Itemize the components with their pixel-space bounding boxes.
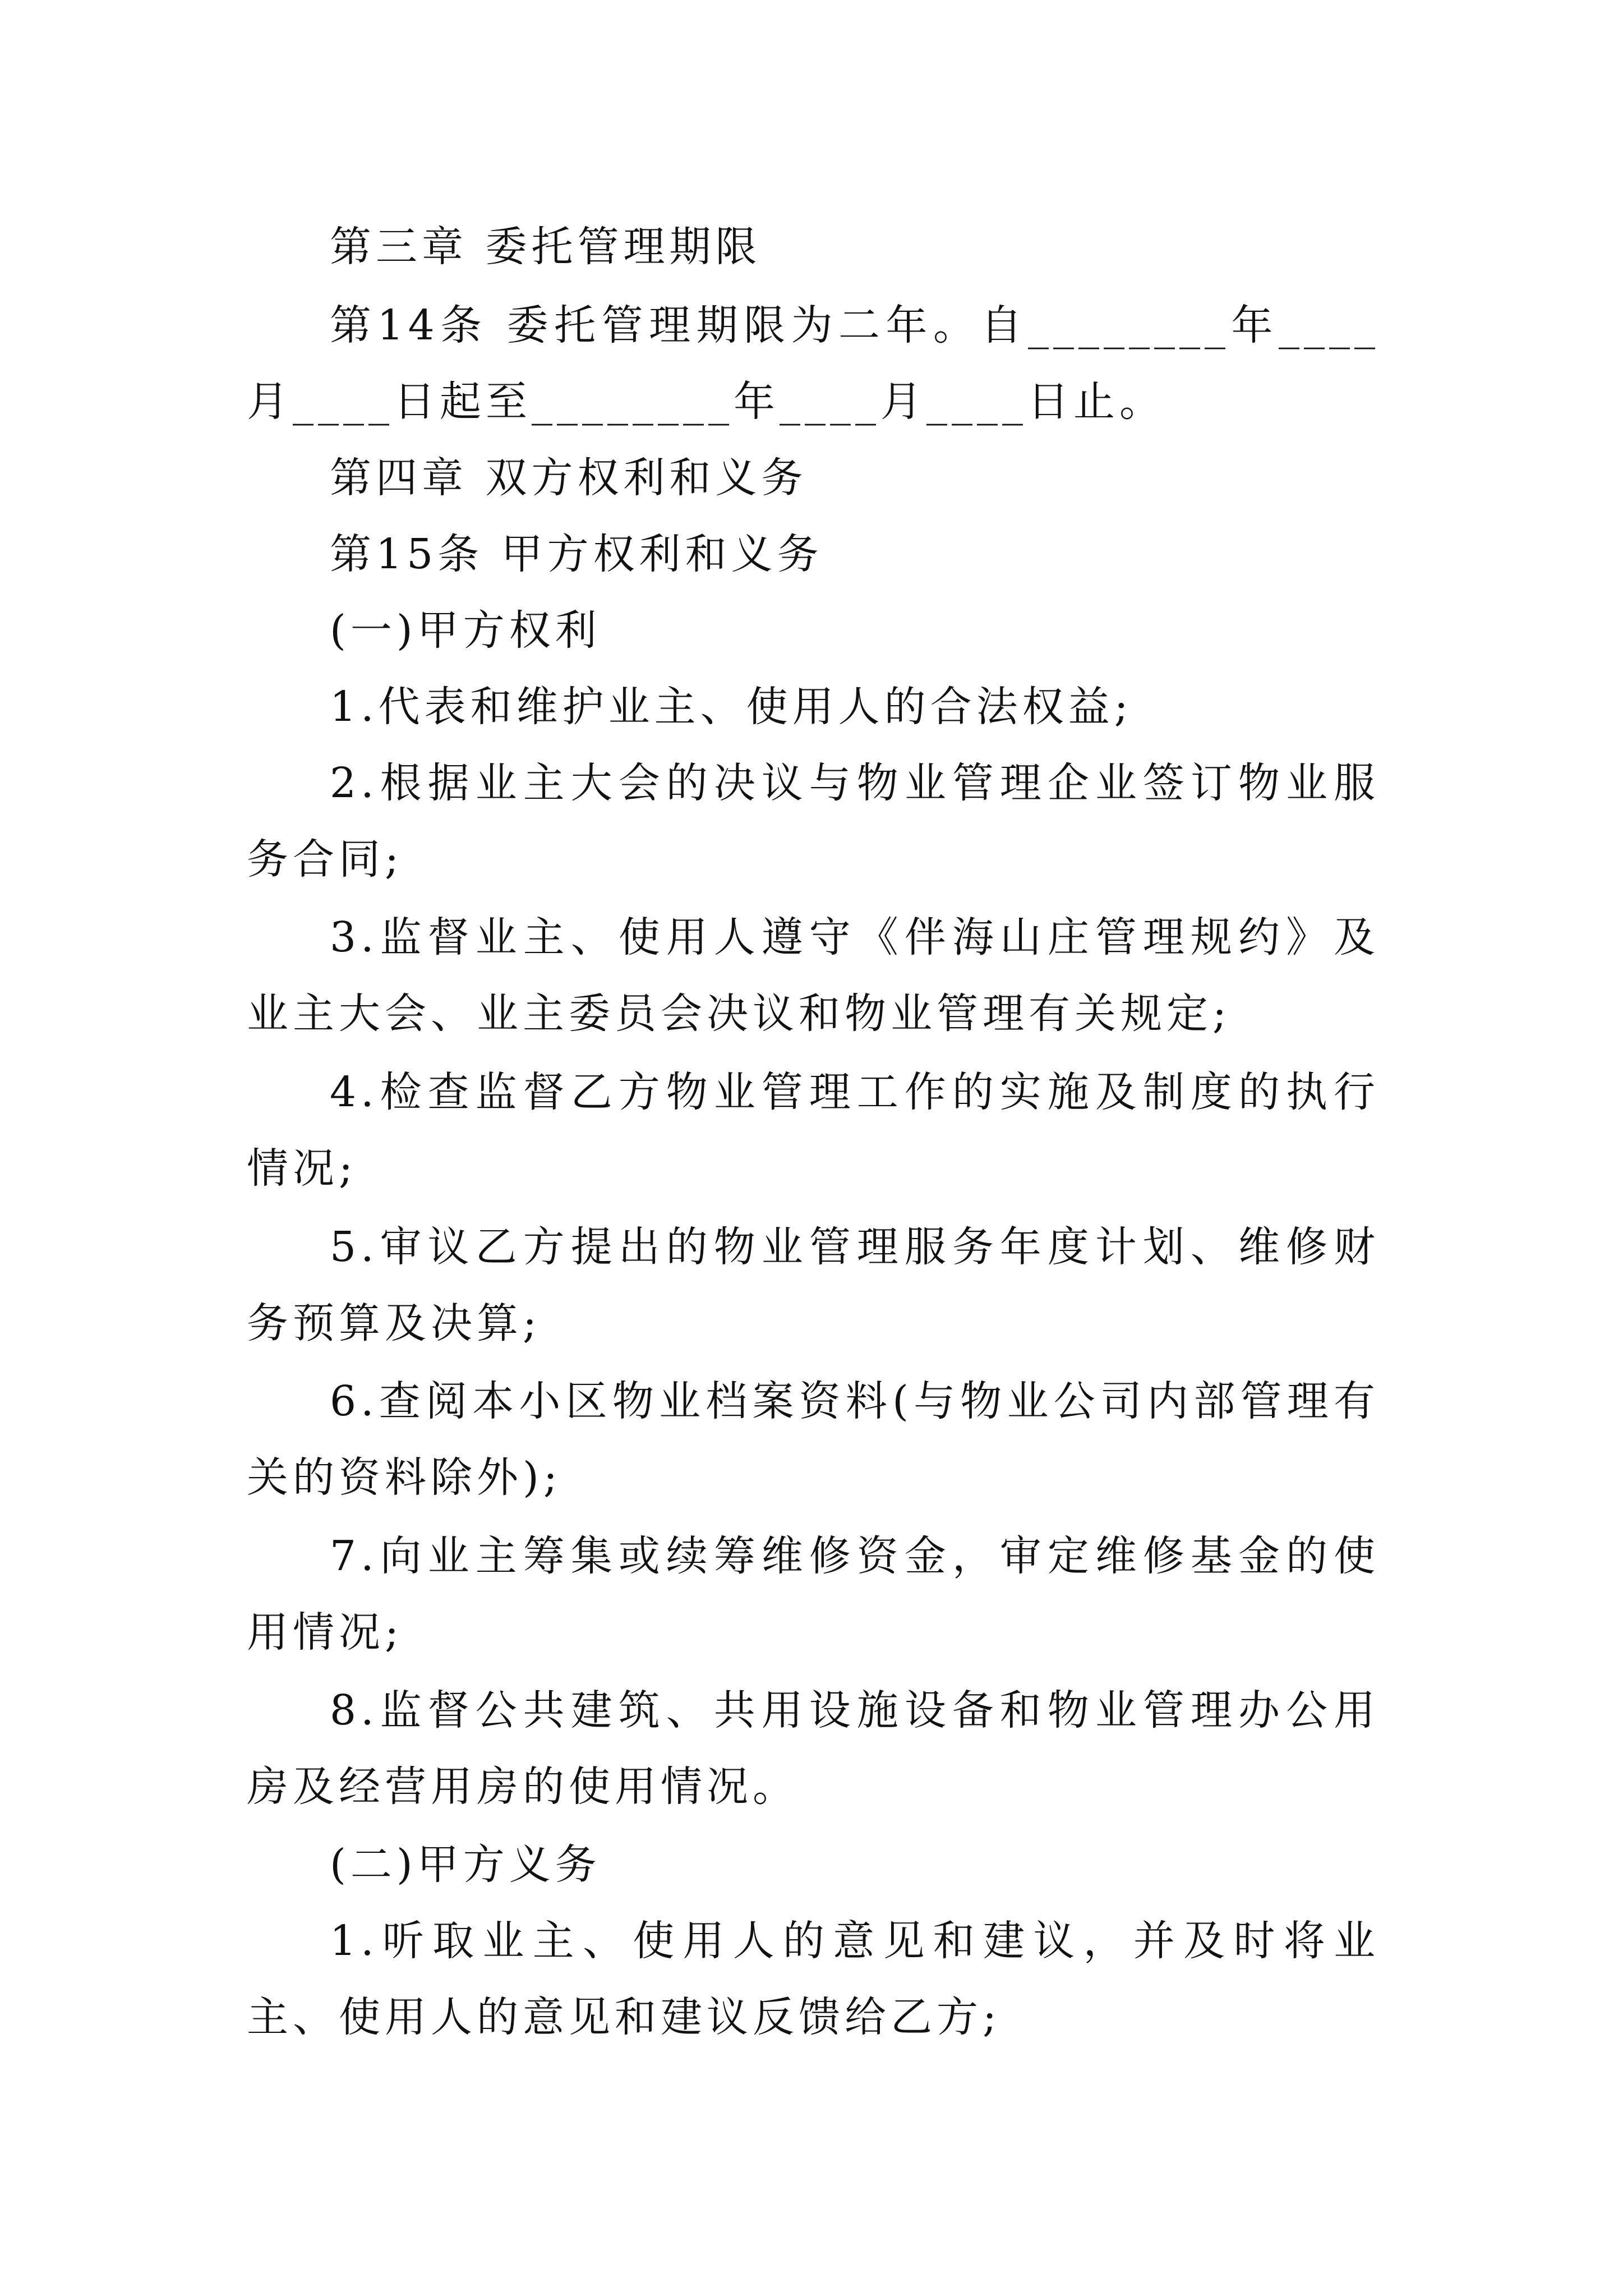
rights-item-7: 7.向业主筹集或续筹维修资金，审定维修基金的使用情况; — [247, 1532, 1380, 1657]
rights-item-6: 6.查阅本小区物业档案资料(与物业公司内部管理有关的资料除外); — [247, 1377, 1380, 1502]
rights-item-2: 2.根据业主大会的决议与物业管理企业签订物业服务合同; — [247, 759, 1380, 884]
rights-item-5: 5.审议乙方提出的物业管理服务年度计划、维修财务预算及决算; — [247, 1223, 1380, 1347]
chapter-3-heading: 第三章 委托管理期限 — [330, 223, 762, 271]
rights-item-1: 1.代表和维护业主、使用人的合法权益; — [330, 683, 1133, 731]
chapter-4-heading: 第四章 双方权利和义务 — [330, 454, 808, 502]
obligations-item-1: 1.听取业主、使用人的意见和建议，并及时将业主、使用人的意见和建议反馈给乙方; — [247, 1917, 1380, 2041]
rights-item-4: 4.检查监督乙方物业管理工作的实施及制度的执行情况; — [247, 1068, 1380, 1193]
section-party-a-obligations-heading: (二)甲方义务 — [330, 1841, 601, 1889]
section-party-a-rights-heading: (一)甲方权利 — [330, 606, 601, 655]
rights-item-8: 8.监督公共建筑、共用设施设备和物业管理办公用房及经营用房的使用情况。 — [247, 1686, 1380, 1811]
rights-item-3: 3.监督业主、使用人遵守《伴海山庄管理规约》及业主大会、业主委员会决议和物业管理有关规定; — [247, 913, 1380, 1038]
article-15-heading: 第15条 甲方权利和义务 — [330, 530, 823, 578]
article-14-text: 第14条 委托管理期限为二年。自________年____月____日起至________年____月____日止。 — [247, 301, 1380, 426]
